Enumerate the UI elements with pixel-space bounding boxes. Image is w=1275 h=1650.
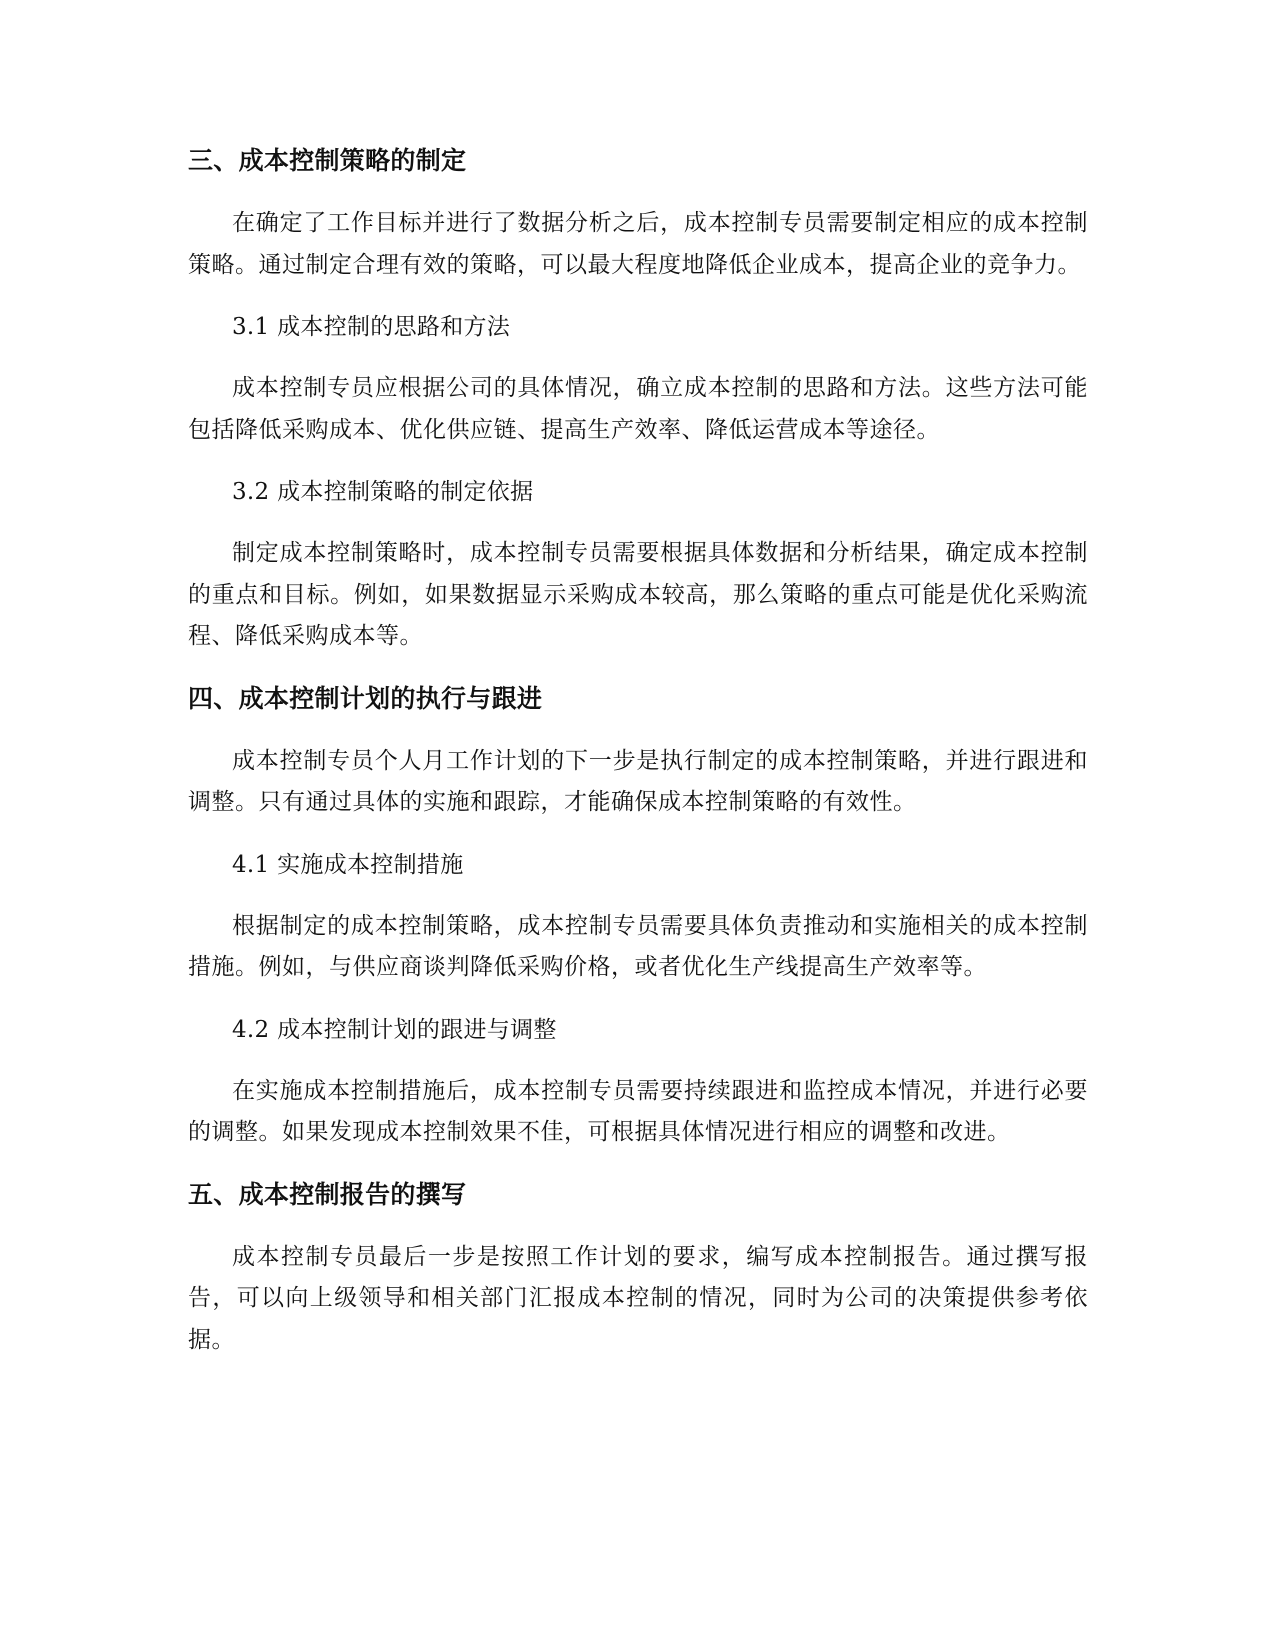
section-4-heading: 四、成本控制计划的执行与跟进 — [188, 683, 543, 713]
section-4-intro: 成本控制专员个人月工作计划的下一步是执行制定的成本控制策略，并进行跟进和调整。只有通过具体的实施和跟踪，才能确保成本控制策略的有效性。 — [188, 747, 1088, 815]
document-body — [188, 142, 1088, 1361]
subsection-4-2-title: 4.2 成本控制计划的跟进与调整 — [232, 1016, 557, 1043]
section-3-heading: 三、成本控制策略的制定 — [188, 146, 467, 175]
subsection-4-1-title: 4.1 实施成本控制措施 — [232, 851, 464, 878]
section-5-heading: 五、成本控制报告的撰写 — [188, 1179, 467, 1209]
subsection-3-2-body: 制定成本控制策略时，成本控制专员需要根据具体数据和分析结果，确定成本控制的重点和目标。例如，如果数据显示采购成本较高，那么策略的重点可能是优化采购流程、降低采购成本等。 — [188, 540, 1088, 649]
subsection-3-2-title: 3.2 成本控制策略的制定依据 — [232, 479, 534, 505]
subsection-3-1-body: 成本控制专员应根据公司的具体情况，确立成本控制的思路和方法。这些方法可能包括降低采购成本、优化供应链、提高生产效率、降低运营成本等途径。 — [188, 375, 1088, 443]
subsection-4-2-body: 在实施成本控制措施后，成本控制专员需要持续跟进和监控成本情况，并进行必要的调整。如果发现成本控制效果不佳，可根据具体情况进行相应的调整和改进。 — [188, 1077, 1088, 1145]
section-5-intro: 成本控制专员最后一步是按照工作计划的要求，编写成本控制报告。通过撰写报告，可以向上级领导和相关部门汇报成本控制的情况，同时为公司的决策提供参考依据。 — [188, 1243, 1088, 1353]
subsection-4-1-body: 根据制定的成本控制策略，成本控制专员需要具体负责推动和实施相关的成本控制措施。例如，与供应商谈判降低采购价格，或者优化生产线提高生产效率等。 — [188, 912, 1088, 980]
section-3-intro: 在确定了工作目标并进行了数据分析之后，成本控制专员需要制定相应的成本控制策略。通过制定合理有效的策略，可以最大程度地降低企业成本，提高企业的竞争力。 — [188, 210, 1088, 278]
subsection-3-1-title: 3.1 成本控制的思路和方法 — [232, 314, 511, 340]
